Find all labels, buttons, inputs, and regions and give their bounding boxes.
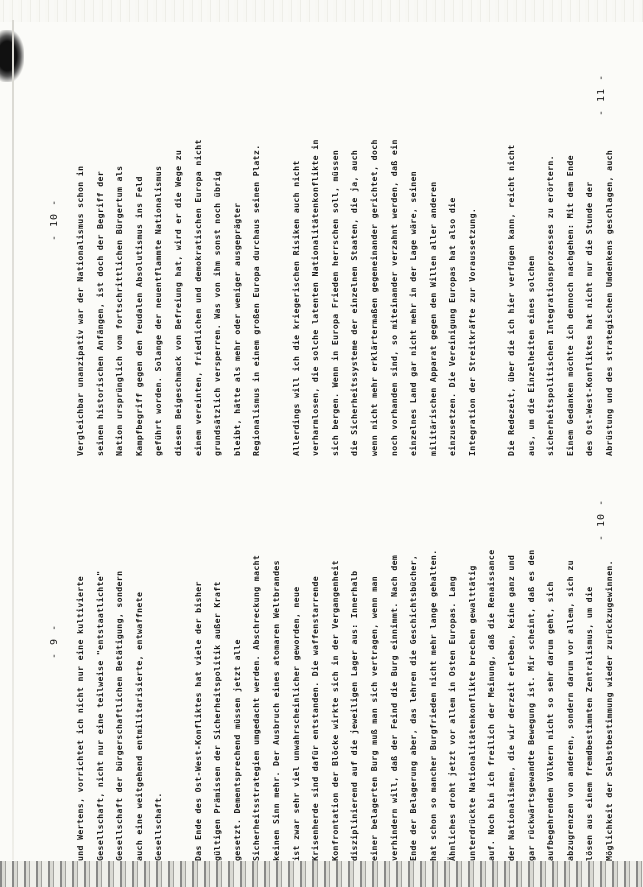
text-line: militärischen Apparat gegen den Willen aller anderen xyxy=(427,181,438,456)
text-line: gesetzt. Dementsprechend müssen jetzt alle xyxy=(231,639,242,861)
rotated-spread xyxy=(41,28,615,871)
page-footer-number-left: - 10 - xyxy=(596,498,607,541)
text-line: Allerdings will ich die kriegerischen Risiken auch nicht xyxy=(290,160,301,456)
text-line: die Sicherheitssysteme der einzelnen Staaten, die ja, auch xyxy=(349,149,360,456)
text-line: bleibt, hätte als mehr oder weniger ausgeprägter xyxy=(231,202,242,456)
text-line: und Wertens, vorrichtet ich nicht nur eine kultivierte xyxy=(75,575,85,861)
text-line: Vergleichbar unanzipativ war der Nationalismus schon in xyxy=(75,165,85,456)
text-line: Die Redezeit, über die ich hier verfügen kann, reicht nicht xyxy=(506,144,517,456)
text-line: einzusetzen. Die Vereinigung Europas hat also die xyxy=(447,197,458,456)
text-line: wenn nicht mehr erklärtermaßen gegeneinander gerichtet, doch xyxy=(368,139,379,456)
text-line: des Ost-West-Konfliktes hat nicht nur die Stunde der xyxy=(584,181,595,456)
text-line: ist zwar sehr viel unwahrscheinlicher geworden, neue xyxy=(290,586,301,861)
scan-edge-bottom xyxy=(0,861,643,887)
text-line: Integration der Streitkräfte zur Voraussetzung. xyxy=(466,207,477,456)
text-line: Regionalismus in einem großen Europa durchaus seinen Platz. xyxy=(251,144,262,456)
text-line: aufbegehrenden Völkern nicht so sehr darum geht, sich xyxy=(545,581,556,861)
paragraph-gap xyxy=(267,139,287,456)
text-line: verharmlosen, die solche latenten Nationalitätenkonflikte in xyxy=(310,139,321,456)
text-line: gültigen Prämissen der Sicherheitspolitik außer Kraft xyxy=(212,581,223,861)
text-line: grundsätzlich versperren. Was von ihm sonst noch übrig xyxy=(212,170,223,456)
right-page-text xyxy=(71,139,620,456)
text-line: Das Ende des Ost-West-Konfliktes hat viele der bisher xyxy=(192,581,203,861)
text-line: unterdrückte Nationalitätenkonflikte brechen gewalttätig xyxy=(466,565,477,861)
text-line: Gesellschaft. xyxy=(153,792,164,861)
text-line: auf. Noch bin ich freilich der Meinung, daß die Renaissance xyxy=(486,549,497,861)
text-line: sicherheitspolitischen Integrationsprozesses zu erörtern. xyxy=(545,155,556,456)
text-line: Konfrontation der Blöcke wirkte sich in der Vergangenheit xyxy=(329,560,340,861)
text-line: diesen Beigeschmack von Befreiung hat, wird er die Wege zu xyxy=(172,149,183,456)
paragraph-gap xyxy=(169,550,189,861)
text-line: auch eine weitgehend entmilitarisierte, entwaffnete xyxy=(133,591,144,861)
text-line: disziplinierend auf die jeweiligen Lager aus: Innerhalb xyxy=(349,570,360,861)
text-line: einer belagerten Burg muß man sich vertragen, wenn man xyxy=(368,575,379,861)
text-line: sich bergen. Wenn in Europa Frieden herrschen soll, müssen xyxy=(329,149,340,456)
page-footer-number-right: - 11 - xyxy=(596,73,607,116)
scan-edge-top xyxy=(0,0,643,22)
text-line: verhindern will, daß der Feind die Burg einnimmt. Nach dem xyxy=(388,554,399,861)
text-line: abzugrenzen von anderen, sondern darum vor allem, sich zu xyxy=(564,560,575,861)
text-line: einzelnes Land gar nicht mehr in der Lage wäre, seinen xyxy=(408,170,419,456)
text-line: noch vorhanden sind, so miteinander verzahnt werden, daß ein xyxy=(388,139,399,456)
text-line: Kampfbegriff gegen den feudalen Absolutismus ins Feld xyxy=(133,176,144,456)
text-line: der Nationalismen, die wir derzeit erleben, keine ganz und xyxy=(506,554,517,861)
text-line: Möglichkeit der Selbstbestimmung wieder zurückzugewinnen. xyxy=(604,560,615,861)
paragraph-gap xyxy=(482,139,502,456)
text-line: Sicherheitsstrategien umgedacht werden. Abschreckung macht xyxy=(251,554,262,861)
text-line: gar rückwärtsgewandte Bewegung ist. Mir scheint, daß es den xyxy=(525,549,536,861)
page-number-10: - 10 - xyxy=(49,198,60,241)
text-line: einem vereinten, friedlichen und demokratischen Europa nicht xyxy=(192,139,203,456)
text-line: Gesellschaft, nicht nur eine teilweise "entstaatlichte" xyxy=(94,570,105,861)
text-line: Abrüstung und des strategischen Umdenkens geschlagen, auch xyxy=(604,149,615,456)
text-line: Einem Gedanken möchte ich dennoch nachgehen: Mit dem Ende xyxy=(564,155,575,456)
text-line: keinen Sinn mehr. Der Ausbruch eines atomaren Weltbrandes xyxy=(270,560,281,861)
text-line: seinen historischen Anfängen, ist doch der Begriff der xyxy=(94,170,105,456)
page-number-9: - 9 - xyxy=(49,623,60,659)
text-line: Gesellschaft der bürgerschaftlichen Betätigung, sondern xyxy=(114,570,125,861)
text-line: Krisenherde sind dafür entstanden. Die waffenstarrende xyxy=(310,575,321,861)
text-line: aus, um die Einzelheiten eines solchen xyxy=(525,255,536,456)
text-line: lösen aus einem fremdbestimmten Zentralismus, um die xyxy=(584,586,595,861)
text-line: Ende der Belagerung aber, das lehren die Geschichtsbücher, xyxy=(408,554,419,861)
left-page-text xyxy=(71,550,620,861)
text-line: hat schon so mancher Burgfrieden nicht mehr lange gehalten. xyxy=(427,549,438,861)
text-line: Ähnliches droht jetzt vor allem in Osten Europas. Lang xyxy=(447,575,458,861)
binding-shadow xyxy=(12,20,14,860)
text-line: geführt worden. Solange der neuentflammte Nationalismus xyxy=(153,165,164,456)
text-line: Nation ursprünglich vom fortschrittlichen Bürgertum als xyxy=(114,165,125,456)
